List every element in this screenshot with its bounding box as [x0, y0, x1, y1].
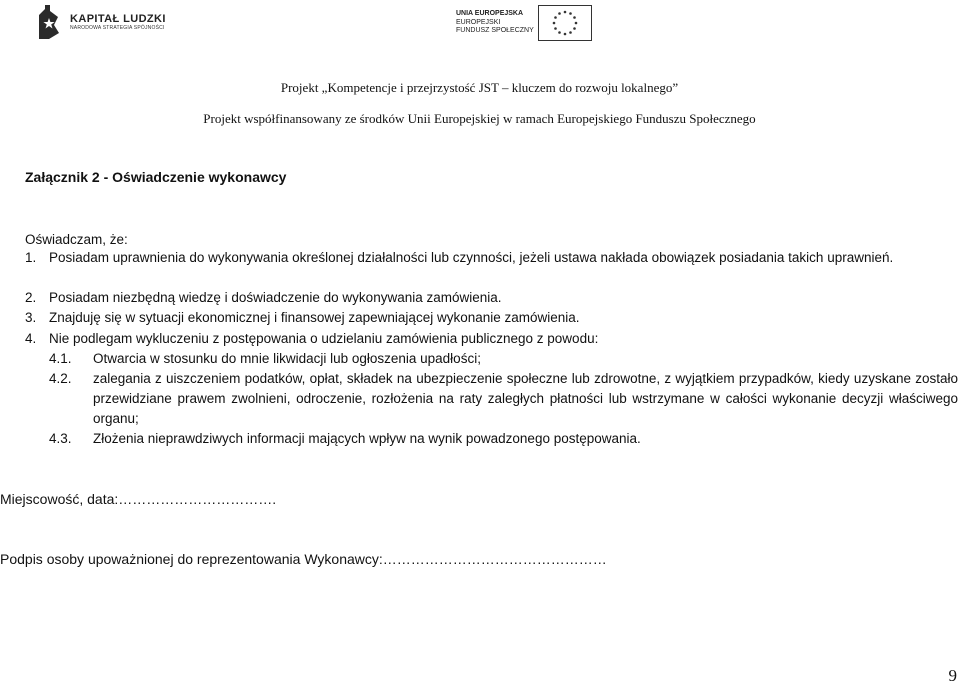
project-title: Projekt „Kompetencje i przejrzystość JST – kluczem do rozwoju lokalnego”: [280, 80, 679, 95]
item-number: 3.: [25, 310, 37, 325]
kapital-ludzki-emblem-icon: [36, 3, 62, 41]
declaration-intro: Oświadczam, że:: [25, 232, 128, 247]
kapital-ludzki-subtitle: NARODOWA STRATEGIA SPÓJNOŚCI: [70, 24, 165, 31]
kapital-ludzki-logo: [36, 2, 176, 42]
eu-fund-line1: EUROPEJSKI: [456, 18, 501, 26]
signature-field: Podpis osoby upoważnionej do reprezentowania Wykonawcy:…………………………………………: [0, 551, 607, 567]
eu-name: UNIA EUROPEJSKA: [456, 10, 524, 18]
page-number: 9: [948, 666, 957, 685]
item-number: 4.: [25, 331, 37, 346]
place-date-field: Miejscowość, data:…………………………….: [0, 491, 277, 507]
list-item: Posiadam uprawnienia do wykonywania określonej działalności lub czynności, jeżeli ustawa nakłada obowiązek posiadania takich uprawnień.: [49, 250, 894, 265]
subitem: Złożenia nieprawdziwych informacji mających wpływ na wynik powadzonego postępowania.: [93, 431, 641, 446]
subitem: Otwarcia w stosunku do mnie likwidacji lub ogłoszenia upadłości;: [93, 351, 481, 366]
list-item: Posiadam niezbędną wiedzę i doświadczenie do wykonywania zamówienia.: [49, 290, 502, 305]
list-item: Nie podlegam wykluczeniu z postępowania o udzielaniu zamówienia publicznego z powodu:: [49, 331, 599, 346]
kapital-ludzki-name: KAPITAŁ LUDZKI: [70, 12, 166, 25]
eu-fund-line2: FUNDUSZ SPOŁECZNY: [456, 27, 534, 35]
list-item: Znajduję się w sytuacji ekonomicznej i finansowej zapewniającej wykonanie zamówienia.: [49, 310, 580, 325]
subitem-number: 4.3.: [49, 431, 72, 446]
document-title: Załącznik 2 - Oświadczenie wykonawcy: [25, 169, 287, 185]
eu-logo: [456, 4, 596, 42]
subitem-number: 4.2.: [49, 371, 72, 386]
subitem: zalegania z uiszczeniem podatków, opłat, składek na ubezpieczenie społeczne lub zdrowotne, z wyjątkiem przypadków, kiedy uzyskane zostało przewidziane prawem zwolnieni, odroczenie, rozłożenia na raty zaległych płatności lub wstrzymane w całości wykonanie decyzji właściwego organu;: [93, 371, 958, 426]
item-number: 1.: [25, 250, 37, 265]
subitem-number: 4.1.: [49, 351, 72, 366]
cofinancing-note: Projekt współfinansowany ze środków Unii Europejskiej w ramach Europejskiego Funduszu Społecznego: [203, 111, 756, 126]
eu-flag-icon: [538, 5, 592, 41]
item-number: 2.: [25, 290, 37, 305]
